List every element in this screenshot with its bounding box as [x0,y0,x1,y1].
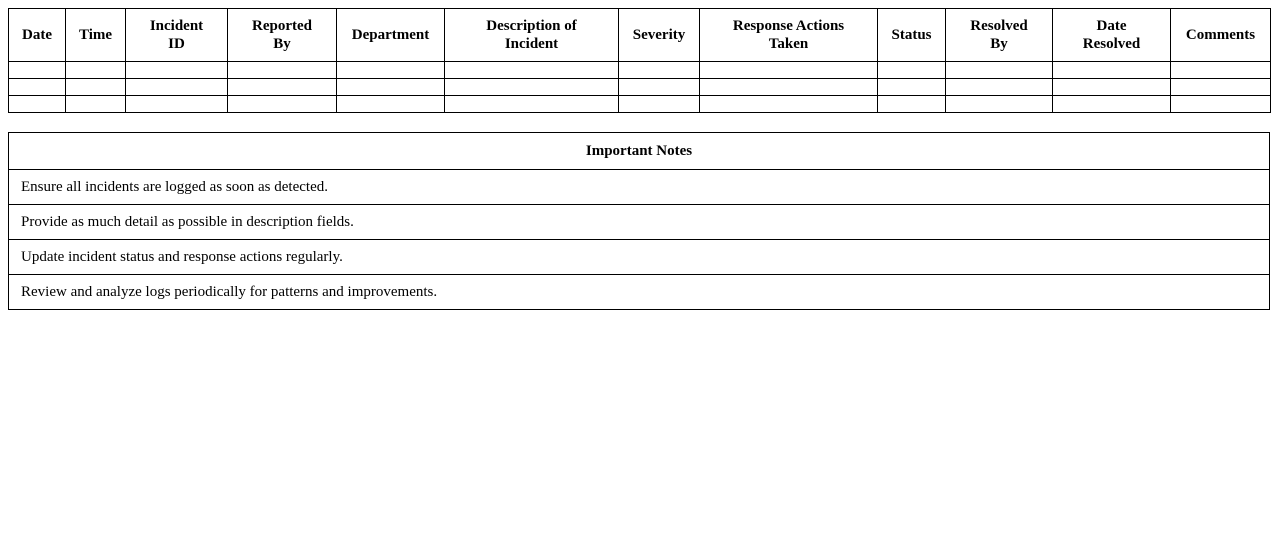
table-cell [9,96,66,113]
table-cell [445,79,619,96]
table-cell [619,96,700,113]
table-cell [1053,96,1171,113]
header-resolved-by [946,9,1053,62]
notes-header-row [9,133,1270,170]
table-cell [878,62,946,79]
header-label: Status [891,27,932,43]
header-label: Date Resolved [1082,18,1141,52]
header-date-resolved [1053,9,1171,62]
note-row [9,205,1270,240]
table-row [9,79,1271,96]
table-cell [946,62,1053,79]
incident-log-table [8,8,1271,113]
table-cell [228,62,337,79]
header-label: Severity [632,27,686,43]
header-reported-by [228,9,337,62]
notes-title: Important Notes [9,133,1270,170]
header-response-actions [700,9,878,62]
note-item: Provide as much detail as possible in description fields. [9,205,1270,240]
table-header-row [9,9,1271,62]
table-cell [445,96,619,113]
note-row [9,275,1270,310]
header-comments [1171,9,1271,62]
header-label: Time [78,27,113,43]
table-cell [9,79,66,96]
table-cell [700,96,878,113]
note-item: Update incident status and response actions regularly. [9,240,1270,275]
table-cell [337,62,445,79]
header-label: Incident ID [149,18,204,52]
header-status [878,9,946,62]
table-cell [66,62,126,79]
table-cell [700,62,878,79]
table-cell [619,62,700,79]
table-cell [9,62,66,79]
header-label: Resolved By [970,18,1028,52]
note-row [9,170,1270,205]
header-label: Date [22,27,52,43]
table-cell [1053,79,1171,96]
table-cell [878,96,946,113]
table-cell [337,96,445,113]
table-cell [700,79,878,96]
important-notes-table [8,132,1270,310]
header-time [66,9,126,62]
note-row [9,240,1270,275]
table-cell [445,62,619,79]
table-cell [1053,62,1171,79]
table-cell [228,96,337,113]
header-description [445,9,619,62]
table-cell [66,79,126,96]
table-cell [126,62,228,79]
table-cell [1171,96,1271,113]
header-label: Reported By [252,18,312,52]
header-label: Description of Incident [486,18,577,52]
table-cell [66,96,126,113]
table-cell [946,79,1053,96]
table-cell [878,79,946,96]
note-item: Ensure all incidents are logged as soon as detected. [9,170,1270,205]
incident-log-body [9,62,1271,113]
table-cell [126,96,228,113]
header-label: Comments [1185,27,1256,43]
note-item: Review and analyze logs periodically for patterns and improvements. [9,275,1270,310]
table-row [9,62,1271,79]
table-cell [126,79,228,96]
table-cell [946,96,1053,113]
table-cell [1171,79,1271,96]
table-cell [619,79,700,96]
header-severity [619,9,700,62]
table-cell [228,79,337,96]
header-incident-id [126,9,228,62]
table-row [9,96,1271,113]
header-date [9,9,66,62]
header-label: Department [351,27,430,43]
table-cell [337,79,445,96]
header-department [337,9,445,62]
table-cell [1171,62,1271,79]
header-label: Response Actions Taken [732,18,845,52]
